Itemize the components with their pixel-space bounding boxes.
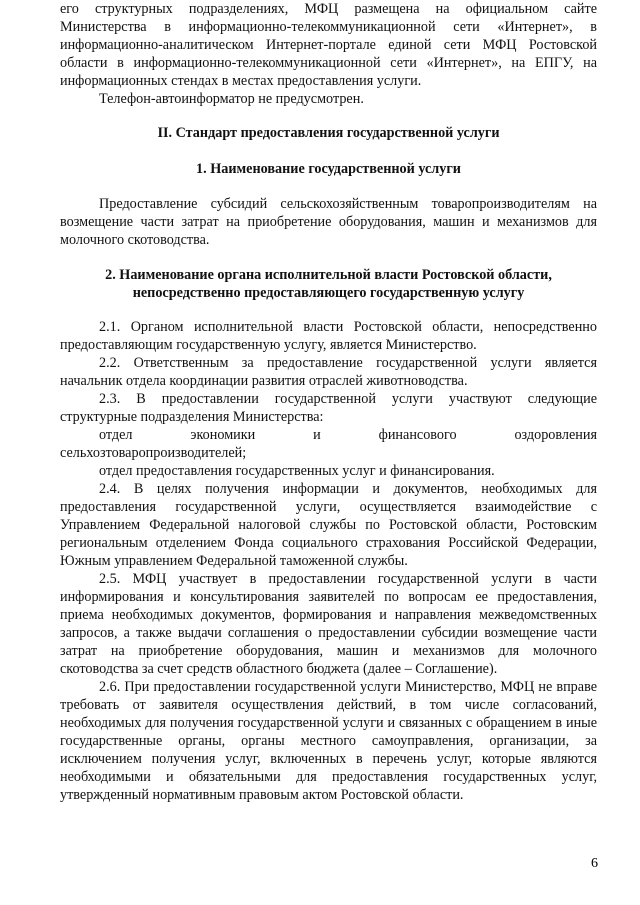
- subsection-2-title-line2: непосредственно предоставляющего государственную услугу: [132, 285, 525, 301]
- paragraph-2-1: 2.1. Органом исполнительной власти Ростовской области, непосредственно предоставляющим государственную услугу, является Министерство.: [60, 319, 597, 353]
- section-title: II. Стандарт предоставления государственной услуги: [157, 125, 500, 141]
- paragraph-2-6: 2.6. При предоставлении государственной услуги Министерство, МФЦ не вправе требовать от заявителя осуществления действий, в том числе согласований, необходимых для получения государственной услуги и связанных с обращением в иные государственные органы, органы местного самоуправления, организации, за исключением получения услуг, включенных в перечень услуг, которые являются необходимыми и обязательными для предоставления государственных услуг, утвержденный нормативным правовым актом Ростовской области.: [60, 679, 597, 803]
- phone-note: Телефон-автоинформатор не предусмотрен.: [99, 91, 364, 107]
- document-page: [60, 0, 597, 804]
- paragraph-2-5: 2.5. МФЦ участвует в предоставлении государственной услуги в части информирования и консультирования заявителей по вопросам ее предоставления, приема необходимых документов, формирования и направления межведомственных запросов, а также выдачи соглашения о предоставлении субсидии возмещение части затрат на приобретение оборудования, машин и механизмов для молочного скотоводства за счет средств областного бюджета (далее – Соглашение).: [60, 571, 597, 677]
- subsection-2-title-line1: 2. Наименование органа исполнительной власти Ростовской области,: [105, 267, 552, 283]
- paragraph-2-3: 2.3. В предоставлении государственной услуги участвуют следующие структурные подразделения Министерства:: [60, 391, 597, 425]
- subsection-2-title: [60, 266, 597, 302]
- subsection-1-title: 1. Наименование государственной услуги: [196, 161, 461, 177]
- department-economics-line2: сельхозтоваропроизводителей;: [60, 445, 247, 461]
- department-services: отдел предоставления государственных услуг и финансирования.: [99, 463, 495, 479]
- page-number: 6: [591, 856, 598, 871]
- department-economics-line1: отдел экономики и финансового оздоровления: [99, 427, 597, 443]
- paragraph-2-4: 2.4. В целях получения информации и документов, необходимых для предоставления государственной услуги, осуществляется взаимодействие с Управлением Федеральной налоговой службы по Ростовской области, Ростовским региональным отделением Фонда социального страхования Российской Федерации, Южным управлением Федеральной таможенной службы.: [60, 481, 597, 569]
- paragraph-2-2: 2.2. Ответственным за предоставление государственной услуги является начальник отдела координации развития отраслей животноводства.: [60, 355, 597, 389]
- service-name-paragraph: Предоставление субсидий сельскохозяйственным товаропроизводителям на возмещение части затрат на приобретение оборудования, машин и механизмов для молочного скотоводства.: [60, 196, 597, 248]
- intro-paragraph: его структурных подразделениях, МФЦ размещена на официальном сайте Министерства в информационно-телекоммуникационной сети «Интернет», в информационно-аналитическом Интернет-портале единой сети МФЦ Ростовской области в информационно-телекоммуникационной сети «Интернет», на ЕПГУ, на информационных стендах в местах предоставления услуги.: [60, 1, 597, 89]
